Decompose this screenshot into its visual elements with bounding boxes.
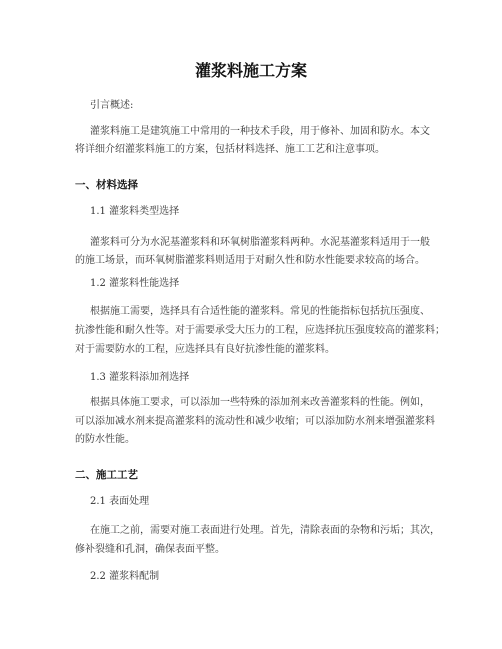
subsection-title-1-2: 1.2 灌浆料性能选择: [90, 278, 180, 289]
paragraph-line: 抗渗性能和耐久性等。对于需要承受大压力的工程，应选择抗压强度较高的灌浆料；: [75, 325, 445, 336]
paragraph-line: 根据施工需要，选择具有合适性能的灌浆料。常见的性能指标包括抗压强度、: [90, 306, 430, 317]
paragraph-line: 修补裂缝和孔洞，确保表面平整。: [75, 544, 225, 555]
subsection-title-1-1: 1.1 灌浆料类型选择: [90, 206, 180, 217]
subsection-title-1-3: 1.3 灌浆料添加剂选择: [90, 372, 190, 383]
paragraph-line: 灌浆料可分为水泥基灌浆料和环氧树脂灌浆料两种。水泥基灌浆料适用于一般: [90, 237, 430, 248]
intro-label: 引言概述:: [90, 100, 134, 111]
subsection-title-2-2: 2.2 灌浆料配制: [90, 571, 160, 582]
paragraph-line: 对于需要防水的工程，应选择具有良好抗渗性能的灌浆料。: [75, 344, 335, 355]
section-heading-1: 一、材料选择: [75, 179, 138, 191]
paragraph-line: 在施工之前，需要对施工表面进行处理。首先，清除表面的杂物和污垢；其次，: [90, 525, 440, 536]
intro-line-1: 灌浆料施工是建筑施工中常用的一种技术手段，用于修补、加固和防水。本文: [90, 126, 430, 137]
paragraph-line: 根据具体施工要求，可以添加一些特殊的添加剂来改善灌浆料的性能。例如，: [90, 397, 430, 408]
document-title: 灌浆料施工方案: [194, 61, 307, 80]
intro-line-2: 将详细介绍灌浆料施工的方案，包括材料选择、施工工艺和注意事项。: [75, 144, 385, 155]
paragraph-line: 的施工场景，而环氧树脂灌浆料则适用于对耐久性和防水性能要求较高的场合。: [75, 255, 425, 266]
section-heading-2: 二、施工工艺: [75, 469, 138, 481]
paragraph-line: 的防水性能。: [75, 434, 135, 445]
paragraph-line: 可以添加减水剂来提高灌浆料的流动性和减少收缩；可以添加防水剂来增强灌浆料: [75, 416, 435, 427]
subsection-title-2-1: 2.1 表面处理: [90, 496, 150, 507]
